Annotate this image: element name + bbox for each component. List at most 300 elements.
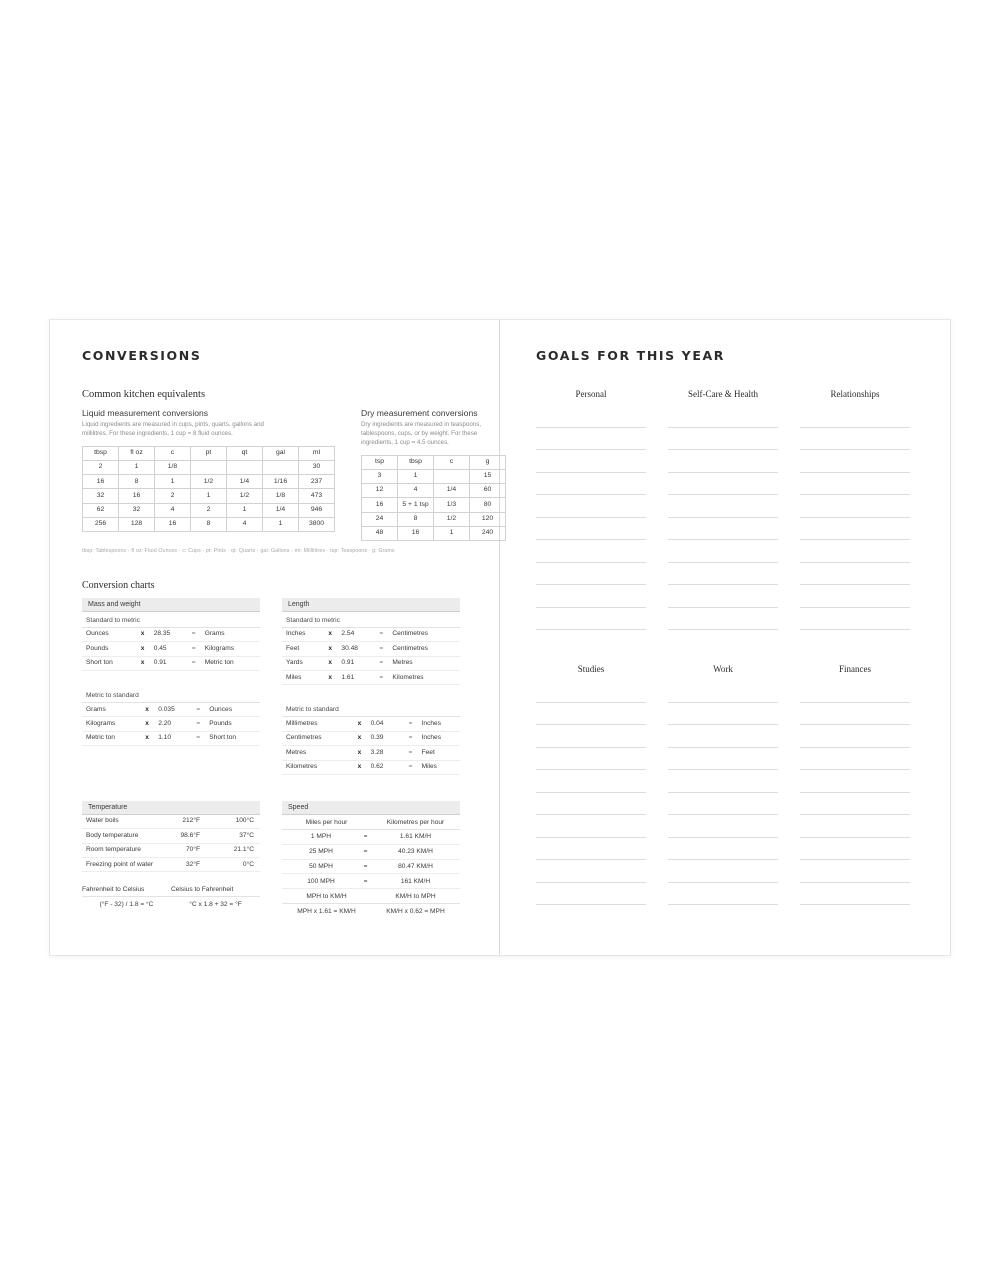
goal-write-line[interactable]: [668, 450, 778, 473]
goal-write-line[interactable]: [536, 540, 646, 563]
table-cell: 12: [362, 484, 398, 498]
goal-write-line[interactable]: [800, 608, 910, 631]
goal-column: [800, 664, 910, 905]
goal-write-line[interactable]: [800, 405, 910, 428]
conversion-cell: Short ton: [82, 656, 137, 670]
goal-write-line[interactable]: [800, 540, 910, 563]
table-cell: 473: [299, 489, 335, 503]
goal-column-heading: Finances: [839, 664, 871, 674]
units-legend: tbsp: Tablespoons · fl oz: Fluid Ounces · c: Cups · pt: Pints · qt: Quarts · gal: Gallons · ml: Millilitres · tsp: Teaspoons · g: Grams: [82, 547, 395, 554]
conversion-cell: x: [354, 760, 367, 774]
conversion-cell: Metres: [388, 656, 460, 670]
conversion-cell: 0.39: [367, 731, 405, 745]
goal-write-line[interactable]: [800, 703, 910, 726]
goal-write-line[interactable]: [800, 770, 910, 793]
conversion-cell: 28.35: [150, 628, 188, 642]
table-cell: 15: [470, 470, 506, 484]
conversion-row: [282, 717, 460, 731]
dry-conversion-table: [361, 455, 506, 541]
conversion-charts-heading: Conversion charts: [82, 579, 155, 591]
speed-bar-label: Speed: [282, 801, 460, 815]
temperature-row: [82, 858, 260, 872]
temperature-cell: 21.1°C: [210, 843, 260, 857]
table-cell: 16: [362, 498, 398, 512]
conversion-charts-row-2: [82, 801, 469, 918]
goal-write-line[interactable]: [800, 450, 910, 473]
speed-row: [282, 844, 460, 859]
conversion-cell: 0.45: [150, 642, 188, 656]
f-to-c-body: (°F - 32) / 1.8 = °C: [99, 901, 154, 909]
table-row: [362, 484, 506, 498]
length-metric-to-std-label: Metric to standard: [282, 701, 460, 717]
conversion-row: [282, 746, 460, 760]
goal-write-line[interactable]: [668, 608, 778, 631]
table-cell: 1/8: [263, 489, 299, 503]
table-cell: 1: [263, 517, 299, 531]
conversion-row: [82, 628, 260, 642]
temperature-cell: 212°F: [156, 815, 210, 829]
table-row: [83, 517, 335, 531]
goal-write-line[interactable]: [668, 838, 778, 861]
speed-table: [282, 815, 460, 918]
goal-write-line[interactable]: [536, 518, 646, 541]
goal-write-line[interactable]: [668, 473, 778, 496]
table-cell: 4: [155, 503, 191, 517]
goal-write-line[interactable]: [668, 725, 778, 748]
conversion-row: [82, 717, 260, 731]
conversion-cell: Miles: [418, 760, 460, 774]
column-header: c: [155, 446, 191, 460]
conversion-cell: Metric ton: [82, 731, 141, 745]
table-cell: 1: [227, 503, 263, 517]
table-cell: 8: [191, 517, 227, 531]
conversion-cell: x: [141, 703, 154, 717]
table-row: [83, 461, 335, 475]
table-cell: 2: [191, 503, 227, 517]
table-row: [83, 503, 335, 517]
goal-column: [536, 664, 646, 905]
table-cell: 237: [299, 475, 335, 489]
conversion-cell: =: [188, 642, 201, 656]
kitchen-equivalents-heading: Common kitchen equivalents: [82, 389, 206, 400]
table-cell: [263, 461, 299, 475]
conversion-cell: 30.48: [337, 642, 375, 656]
conversion-cell: Miles: [282, 671, 324, 685]
speed-col1-head: Miles per hour: [282, 815, 371, 830]
table-cell: 16: [119, 489, 155, 503]
temperature-row: [82, 843, 260, 857]
speed-card: [282, 801, 460, 918]
f-to-c-head: Fahrenheit to Celsius: [82, 886, 171, 897]
conversion-row: [282, 628, 460, 642]
mph-to-kmh-body: MPH x 1.61 = KM/H: [297, 907, 356, 915]
table-cell: 1/4: [434, 484, 470, 498]
speed-cell: 100 MPH: [282, 874, 360, 889]
conversion-row: [282, 760, 460, 774]
speed-row: [282, 829, 460, 844]
dry-note: Dry ingredients are measured in teaspoons, tablespoons, cups, or by weight. For these ingredients, 1 cup = 4.5 ounces.: [361, 421, 482, 446]
dry-block: [361, 408, 506, 541]
table-cell: 24: [362, 512, 398, 526]
table-cell: 62: [83, 503, 119, 517]
conversion-cell: 0.91: [150, 656, 188, 670]
planner-spread: [50, 320, 950, 955]
speed-cell: =: [360, 844, 371, 859]
table-cell: [434, 470, 470, 484]
conversion-row: [82, 731, 260, 745]
goal-write-line[interactable]: [800, 748, 910, 771]
conversion-cell: Millimetres: [282, 717, 354, 731]
goal-write-line[interactable]: [536, 428, 646, 451]
conversion-cell: Metres: [282, 746, 354, 760]
goal-write-line[interactable]: [668, 518, 778, 541]
table-cell: 1: [155, 475, 191, 489]
goal-write-line[interactable]: [800, 428, 910, 451]
goal-write-line[interactable]: [536, 725, 646, 748]
temperature-table: [82, 815, 260, 873]
table-cell: [191, 461, 227, 475]
table-cell: 1: [398, 470, 434, 484]
goal-write-line[interactable]: [668, 585, 778, 608]
conversion-cell: Grams: [201, 628, 260, 642]
conversion-cell: x: [354, 731, 367, 745]
goal-write-line[interactable]: [800, 495, 910, 518]
temperature-row: [82, 815, 260, 829]
conversion-row: [282, 656, 460, 670]
conversion-cell: 2.20: [154, 717, 192, 731]
table-row: [362, 498, 506, 512]
table-cell: 120: [470, 512, 506, 526]
table-cell: 4: [227, 517, 263, 531]
conversion-cell: Ounces: [205, 703, 260, 717]
column-header: gal: [263, 446, 299, 460]
speed-cell: =: [360, 874, 371, 889]
conversion-cell: x: [137, 656, 150, 670]
goal-write-line[interactable]: [536, 838, 646, 861]
conversion-cell: Feet: [418, 746, 460, 760]
goal-write-line[interactable]: [668, 680, 778, 703]
table-cell: 60: [470, 484, 506, 498]
goal-write-line[interactable]: [668, 563, 778, 586]
conversion-cell: =: [405, 731, 418, 745]
conversion-cell: x: [324, 671, 337, 685]
table-cell: 32: [119, 503, 155, 517]
table-cell: 256: [83, 517, 119, 531]
c-to-f-body: °C x 1.8 + 32 = °F: [189, 901, 242, 909]
right-page: [500, 320, 950, 955]
conversion-cell: Centimetres: [282, 731, 354, 745]
conversion-cell: Inches: [418, 731, 460, 745]
goal-write-line[interactable]: [800, 518, 910, 541]
goal-column: [536, 389, 646, 630]
temperature-cell: 32°F: [156, 858, 210, 872]
goals-grid-bottom: [536, 664, 914, 905]
mass-std-to-metric-label: Standard to metric: [82, 612, 260, 628]
liquid-title: Liquid measurement conversions: [82, 408, 209, 418]
conversion-cell: x: [354, 746, 367, 760]
conversion-cell: =: [192, 703, 205, 717]
table-row: [83, 489, 335, 503]
mass-std-to-metric-table: [82, 628, 260, 671]
table-header-row: [282, 815, 460, 830]
mph-to-kmh-head: MPH to KM/H: [282, 889, 371, 904]
table-cell: 1/3: [434, 498, 470, 512]
c-to-f-formula: [171, 886, 260, 908]
temperature-cell: 70°F: [156, 843, 210, 857]
speed-formula-row: [282, 904, 460, 918]
conversion-cell: x: [141, 731, 154, 745]
column-header: tsp: [362, 455, 398, 469]
goal-write-line[interactable]: [800, 563, 910, 586]
liquid-conversion-table: [82, 446, 335, 532]
table-cell: 1/8: [155, 461, 191, 475]
dry-title: Dry measurement conversions: [361, 408, 478, 418]
conversion-cell: 0.91: [337, 656, 375, 670]
goal-write-line[interactable]: [536, 473, 646, 496]
conversion-charts-row-1: [82, 598, 469, 775]
goal-write-line[interactable]: [536, 450, 646, 473]
conversion-cell: Kilometres: [282, 760, 354, 774]
speed-cell: 40.23 KM/H: [371, 844, 460, 859]
conversion-cell: x: [324, 656, 337, 670]
table-cell: 4: [398, 484, 434, 498]
goal-write-line[interactable]: [668, 428, 778, 451]
speed-cell: 50 MPH: [282, 859, 360, 874]
temperature-cell: 98.6°F: [156, 829, 210, 843]
conversion-cell: =: [192, 717, 205, 731]
conversion-cell: x: [324, 642, 337, 656]
table-cell: 8: [398, 512, 434, 526]
table-cell: 1/2: [434, 512, 470, 526]
goal-write-line[interactable]: [668, 770, 778, 793]
conversion-cell: Kilometres: [388, 671, 460, 685]
goal-write-line[interactable]: [536, 495, 646, 518]
conversion-cell: 0.04: [367, 717, 405, 731]
conversion-cell: Pounds: [82, 642, 137, 656]
goal-write-line[interactable]: [668, 860, 778, 883]
temperature-row: [82, 829, 260, 843]
table-cell: 1/4: [263, 503, 299, 517]
length-bar-label: Length: [282, 598, 460, 612]
speed-col2-head: Kilometres per hour: [371, 815, 460, 830]
goal-write-line[interactable]: [536, 608, 646, 631]
goal-write-line[interactable]: [800, 815, 910, 838]
column-header: ml: [299, 446, 335, 460]
goal-write-line[interactable]: [800, 725, 910, 748]
temperature-cell: Water boils: [82, 815, 156, 829]
goal-write-line[interactable]: [536, 860, 646, 883]
temperature-cell: 100°C: [210, 815, 260, 829]
goal-write-line[interactable]: [536, 703, 646, 726]
goal-write-line[interactable]: [800, 680, 910, 703]
conversion-cell: Inches: [282, 628, 324, 642]
speed-cell: 1 MPH: [282, 829, 360, 844]
conversion-cell: =: [405, 717, 418, 731]
conversion-cell: x: [137, 642, 150, 656]
table-header-row: [362, 455, 506, 469]
speed-row: [282, 859, 460, 874]
conversion-cell: Metric ton: [201, 656, 260, 670]
goal-column: [668, 664, 778, 905]
column-header: tbsp: [83, 446, 119, 460]
goal-column-heading: Personal: [575, 389, 607, 399]
temperature-cell: Room temperature: [82, 843, 156, 857]
goal-write-line[interactable]: [536, 563, 646, 586]
length-metric-to-std-table: [282, 717, 460, 775]
mass-bar-label: Mass and weight: [82, 598, 260, 612]
conversion-cell: 2.54: [337, 628, 375, 642]
speed-row: [282, 874, 460, 889]
table-cell: 240: [470, 526, 506, 540]
conversion-cell: =: [188, 628, 201, 642]
table-cell: [227, 461, 263, 475]
page-title-conversions: CONVERSIONS: [82, 348, 202, 363]
conversion-row: [82, 656, 260, 670]
goal-write-line[interactable]: [668, 540, 778, 563]
temperature-cell: 0°C: [210, 858, 260, 872]
goal-column-heading: Studies: [577, 664, 605, 674]
goal-column-heading: Self-Care & Health: [688, 389, 758, 399]
c-to-f-head: Celsius to Fahrenheit: [171, 886, 260, 897]
goal-column-heading: Work: [713, 664, 733, 674]
goal-write-line[interactable]: [668, 748, 778, 771]
goal-write-line[interactable]: [668, 793, 778, 816]
conversion-cell: =: [192, 731, 205, 745]
goal-write-line[interactable]: [536, 680, 646, 703]
temperature-cell: Body temperature: [82, 829, 156, 843]
goal-write-line[interactable]: [800, 838, 910, 861]
conversion-row: [82, 703, 260, 717]
table-cell: 1/4: [227, 475, 263, 489]
length-card: [282, 598, 460, 775]
conversion-cell: x: [354, 717, 367, 731]
page-title-goals: GOALS FOR THIS YEAR: [536, 348, 725, 363]
speed-cell: =: [360, 829, 371, 844]
conversion-cell: =: [405, 746, 418, 760]
goal-write-line[interactable]: [536, 883, 646, 906]
conversion-cell: x: [137, 628, 150, 642]
kmh-to-mph-head: KM/H to MPH: [371, 889, 460, 904]
goal-write-line[interactable]: [536, 815, 646, 838]
conversion-cell: Inches: [418, 717, 460, 731]
table-cell: 128: [119, 517, 155, 531]
conversion-cell: x: [324, 628, 337, 642]
f-to-c-formula: [82, 886, 171, 908]
table-cell: 1/2: [227, 489, 263, 503]
speed-cell: =: [360, 859, 371, 874]
conversion-row: [282, 642, 460, 656]
left-page: [50, 320, 500, 955]
conversion-row: [82, 642, 260, 656]
goal-write-line[interactable]: [800, 473, 910, 496]
column-header: tbsp: [398, 455, 434, 469]
table-row: [83, 475, 335, 489]
speed-cell: 25 MPH: [282, 844, 360, 859]
table-cell: 946: [299, 503, 335, 517]
temperature-formulas: [82, 886, 260, 908]
goal-write-line[interactable]: [800, 793, 910, 816]
table-cell: 8: [119, 475, 155, 489]
goal-write-line[interactable]: [536, 585, 646, 608]
conversion-cell: =: [375, 642, 388, 656]
goal-column: [800, 389, 910, 630]
goal-write-line[interactable]: [536, 793, 646, 816]
liquid-block: [82, 408, 335, 541]
conversion-cell: 0.62: [367, 760, 405, 774]
liquid-note: Liquid ingredients are measured in cups, pints, quarts, gallons and millilitres. For these ingredients, 1 cup = 8 fluid ounces.: [82, 421, 264, 437]
temperature-cell: Freezing point of water: [82, 858, 156, 872]
table-cell: 16: [83, 475, 119, 489]
table-cell: 32: [83, 489, 119, 503]
conversion-cell: =: [375, 656, 388, 670]
mass-and-weight-card: [82, 598, 260, 775]
table-cell: 1: [119, 461, 155, 475]
goal-write-line[interactable]: [536, 770, 646, 793]
conversion-cell: Pounds: [205, 717, 260, 731]
goal-write-line[interactable]: [668, 495, 778, 518]
mass-metric-to-std-table: [82, 703, 260, 746]
table-cell: 3800: [299, 517, 335, 531]
goal-write-line[interactable]: [668, 405, 778, 428]
goal-column-heading: Relationships: [830, 389, 880, 399]
table-header-row: [83, 446, 335, 460]
conversion-cell: Kilograms: [82, 717, 141, 731]
conversion-cell: 0.035: [154, 703, 192, 717]
goal-write-line[interactable]: [668, 703, 778, 726]
speed-foot-row: [282, 889, 460, 904]
conversion-cell: x: [141, 717, 154, 731]
table-cell: 1: [434, 526, 470, 540]
temperature-bar-label: Temperature: [82, 801, 260, 815]
table-cell: 1: [191, 489, 227, 503]
goal-write-line[interactable]: [536, 405, 646, 428]
column-header: g: [470, 455, 506, 469]
table-cell: 1/2: [191, 475, 227, 489]
column-header: pt: [191, 446, 227, 460]
table-cell: 48: [362, 526, 398, 540]
table-cell: 2: [155, 489, 191, 503]
goals-grid-top: [536, 389, 914, 630]
table-cell: 80: [470, 498, 506, 512]
conversion-row: [282, 731, 460, 745]
conversion-cell: Ounces: [82, 628, 137, 642]
table-cell: 16: [398, 526, 434, 540]
conversion-cell: =: [375, 671, 388, 685]
table-row: [362, 470, 506, 484]
length-std-to-metric-label: Standard to metric: [282, 612, 460, 628]
goal-write-line[interactable]: [800, 585, 910, 608]
temperature-cell: 37°C: [210, 829, 260, 843]
kitchen-tables: [82, 408, 494, 541]
column-header: c: [434, 455, 470, 469]
conversion-cell: Short ton: [205, 731, 260, 745]
speed-cell: 161 KM/H: [371, 874, 460, 889]
goal-write-line[interactable]: [800, 883, 910, 906]
goal-column: [668, 389, 778, 630]
goal-write-line[interactable]: [536, 748, 646, 771]
conversion-cell: =: [188, 656, 201, 670]
table-row: [362, 512, 506, 526]
goal-write-line[interactable]: [668, 883, 778, 906]
conversion-row: [282, 671, 460, 685]
goal-write-line[interactable]: [800, 860, 910, 883]
conversion-cell: Feet: [282, 642, 324, 656]
kmh-to-mph-body: KM/H x 0.62 = MPH: [386, 907, 445, 915]
temperature-card: [82, 801, 260, 918]
mass-metric-to-std-label: Metric to standard: [82, 687, 260, 703]
goal-write-line[interactable]: [668, 815, 778, 838]
conversion-cell: 3.28: [367, 746, 405, 760]
